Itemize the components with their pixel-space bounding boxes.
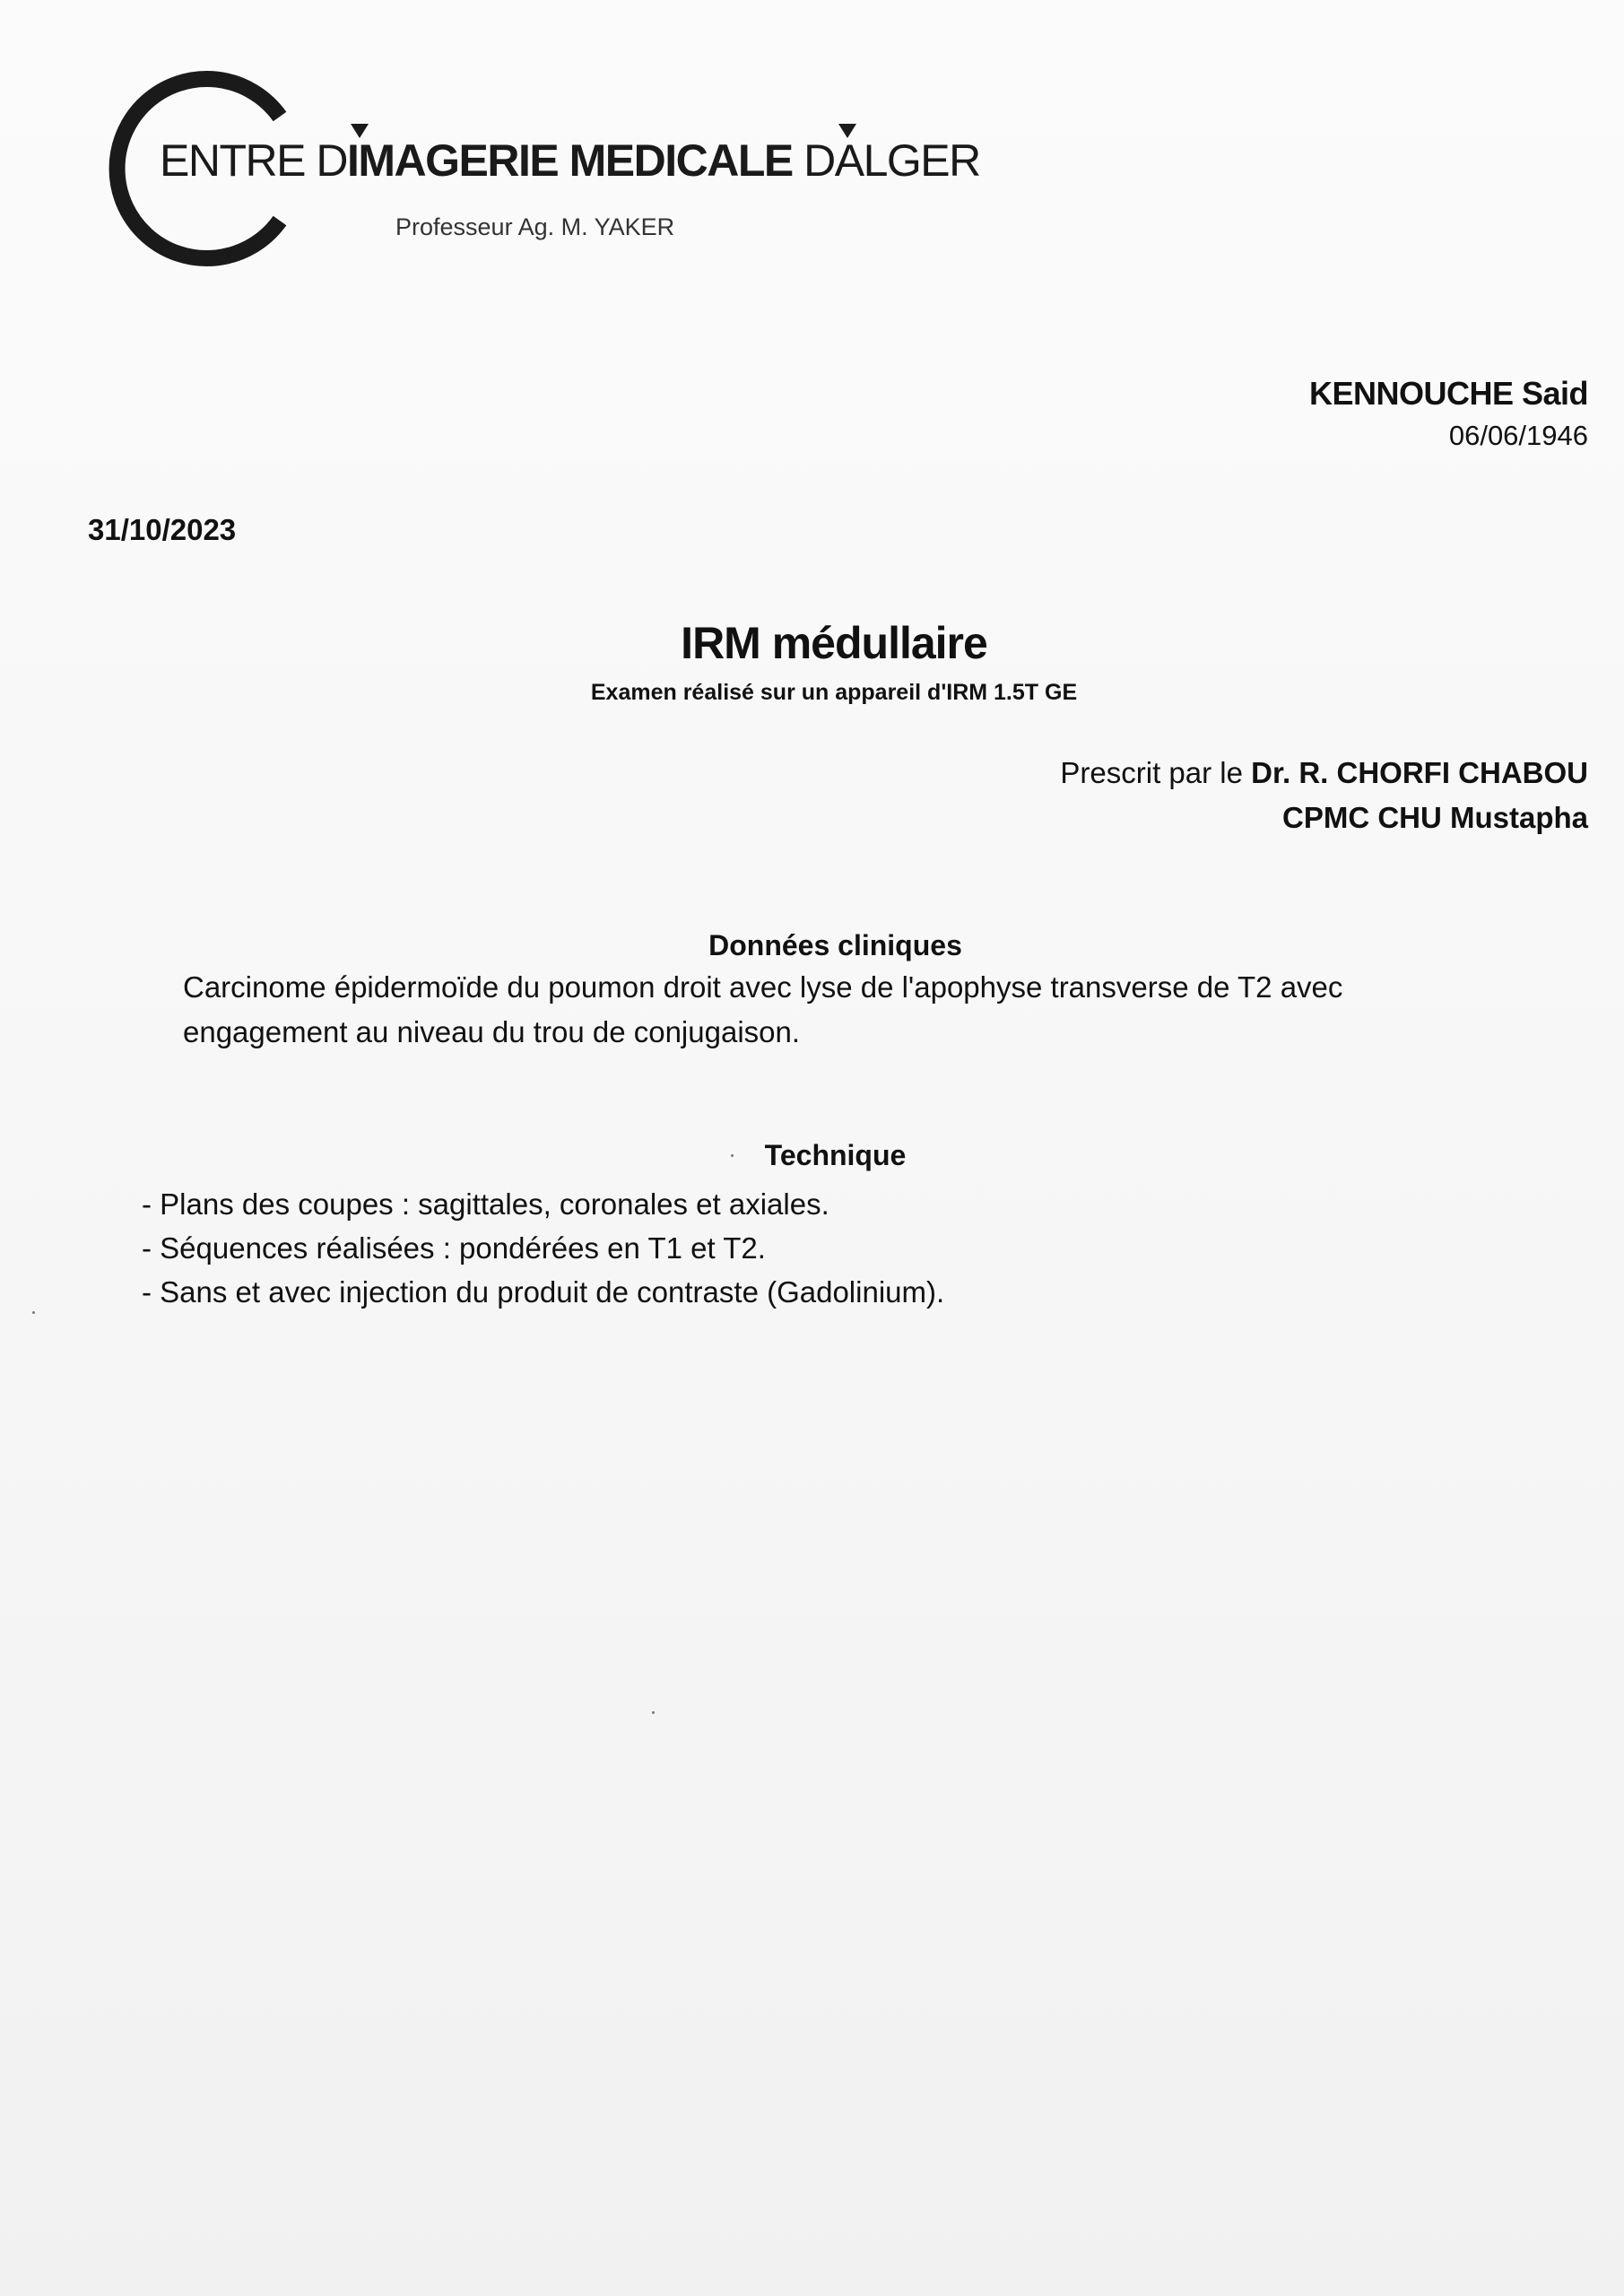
report-title: IRM médullaire — [681, 618, 987, 668]
patient-block — [1309, 375, 1588, 452]
clinic-director: Professeur Ag. M. YAKER — [395, 213, 675, 240]
patient-dob: 06/06/1946 — [1448, 420, 1588, 451]
clinic-name — [160, 135, 980, 187]
exam-date: 31/10/2023 — [88, 513, 237, 546]
list-item: - Plans des coupes : sagittales, coronales et axiales. — [142, 1182, 944, 1226]
report-subtitle: Examen réalisé sur un appareil d'IRM 1.5T GE — [590, 680, 1078, 705]
prescriber-doctor: Dr. R. CHORFI CHABOU — [1251, 756, 1588, 789]
list-item: - Séquences réalisées : pondérées en T1 et T2. — [142, 1226, 944, 1270]
prescriber-institution: CPMC CHU Mustapha — [1281, 801, 1588, 834]
prescriber-prefix: Prescrit par le — [1060, 756, 1252, 789]
clinic-name-part: IMAGERIE MEDICALE — [346, 135, 793, 186]
list-item: - Sans et avec injection du produit de contraste (Gadolinium). — [142, 1270, 944, 1314]
clinic-name-part: ENTRE D — [160, 135, 347, 186]
technique-heading: Technique — [764, 1139, 907, 1171]
scan-speck — [731, 1154, 734, 1157]
clinical-text: Carcinome épidermoïde du poumon droit avec lyse de l'apophyse transverse de T2 avec engagement au niveau du trou de conjugaison. — [183, 970, 1343, 1048]
prescriber-block — [1060, 756, 1588, 846]
clinical-heading: Données cliniques — [708, 929, 962, 961]
prescriber-line — [1060, 756, 1588, 790]
clinic-name-part: ALGER — [834, 135, 980, 186]
scan-speck — [32, 1311, 35, 1314]
patient-name: KENNOUCHE Said — [1308, 375, 1588, 412]
clinic-name-part: D — [792, 135, 835, 186]
technique-list — [142, 1182, 944, 1314]
clinic-logo — [100, 63, 997, 269]
scan-speck — [652, 1711, 655, 1714]
